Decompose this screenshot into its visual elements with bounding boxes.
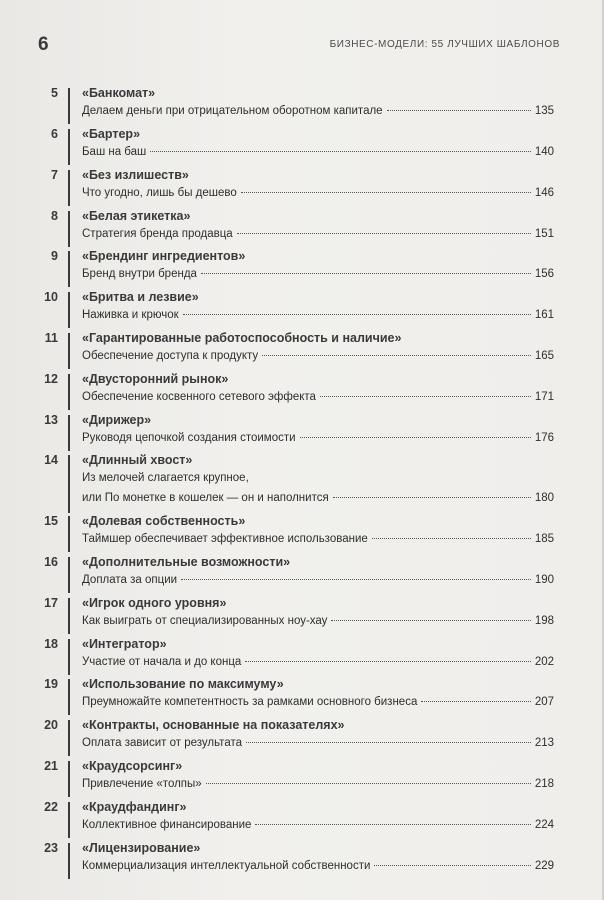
chapter-subtitle <box>82 228 554 240</box>
page-reference: 140 <box>534 146 554 158</box>
chapter-number: 19 <box>44 677 58 691</box>
running-head: БИЗНЕС-МОДЕЛИ: 55 ЛУЧШИХ ШАБЛОНОВ <box>329 39 560 50</box>
dot-leader <box>333 497 531 498</box>
dot-leader <box>183 314 531 315</box>
chapter-title: «Брендинг ингредиентов» <box>82 249 246 263</box>
subtitle-text: Коллективное финансирование <box>82 819 252 831</box>
chapter-subtitle <box>82 187 554 199</box>
subtitle-text: Привлечение «толпы» <box>82 778 202 790</box>
entry-rule <box>68 374 70 410</box>
subtitle-row <box>82 187 554 199</box>
chapter-number: 14 <box>44 453 58 467</box>
subtitle-row <box>82 615 554 627</box>
dot-leader <box>241 192 531 193</box>
chapter-number: 18 <box>44 637 58 651</box>
subtitle-row <box>82 860 554 872</box>
entry-rule <box>68 129 70 165</box>
chapter-number: 16 <box>44 555 58 569</box>
subtitle-text: Обеспечение косвенного сетевого эффекта <box>82 391 316 403</box>
dot-leader <box>262 355 531 356</box>
subtitle-text: Что угодно, лишь бы дешево <box>82 187 237 199</box>
chapter-number: 6 <box>51 127 58 141</box>
page-number: 6 <box>38 34 49 55</box>
entry-rule <box>68 802 70 838</box>
chapter-subtitle <box>82 432 554 444</box>
subtitle-line: Из мелочей слагается крупное, <box>82 472 249 484</box>
dot-leader <box>300 437 531 438</box>
dot-leader <box>421 701 530 702</box>
subtitle-row <box>82 696 554 708</box>
chapter-subtitle <box>82 350 554 362</box>
subtitle-text: Стратегия бренда продавца <box>82 228 233 240</box>
chapter-subtitle <box>82 737 554 749</box>
chapter-title: «Использование по максимуму» <box>82 677 284 691</box>
chapter-number: 11 <box>44 331 58 345</box>
entry-rule <box>68 251 70 287</box>
dot-leader <box>181 579 531 580</box>
subtitle-row <box>82 488 554 508</box>
subtitle-text: Наживка и крючок <box>82 309 179 321</box>
page-reference: 176 <box>534 432 554 444</box>
subtitle-text: Таймшер обеспечивает эффективное использование <box>82 533 368 545</box>
chapter-subtitle <box>82 574 554 586</box>
chapter-number: 10 <box>44 290 58 304</box>
subtitle-row <box>82 268 554 280</box>
subtitle-row <box>82 533 554 545</box>
chapter-title: «Без излишеств» <box>82 168 189 182</box>
entry-rule <box>68 516 70 552</box>
chapter-title: «Интегратор» <box>82 637 167 651</box>
subtitle-row <box>82 146 554 158</box>
subtitle-row <box>82 105 554 117</box>
chapter-subtitle <box>82 819 554 831</box>
chapter-title: «Банкомат» <box>82 86 156 100</box>
entry-rule <box>68 720 70 756</box>
entry-rule <box>68 333 70 369</box>
dot-leader <box>245 661 530 662</box>
chapter-subtitle <box>82 146 554 158</box>
chapter-title: «Игрок одного уровня» <box>82 596 227 610</box>
chapter-number: 15 <box>44 514 58 528</box>
page-reference: 171 <box>534 391 554 403</box>
chapter-number: 13 <box>44 413 58 427</box>
dot-leader <box>387 110 531 111</box>
chapter-subtitle <box>82 696 554 708</box>
chapter-number: 20 <box>44 718 58 732</box>
page-reference: 198 <box>534 615 554 627</box>
page-reference: 224 <box>534 819 554 831</box>
page-reference: 207 <box>534 696 554 708</box>
subtitle-row <box>82 432 554 444</box>
chapter-subtitle <box>82 860 554 872</box>
page-reference: 213 <box>534 737 554 749</box>
subtitle-text: или По монетке в кошелек — он и наполнится <box>82 492 329 504</box>
chapter-subtitle <box>82 391 554 403</box>
chapter-title: «Длинный хвост» <box>82 453 193 467</box>
subtitle-text: Бренд внутри бренда <box>82 268 197 280</box>
chapter-title: «Контракты, основанные на показателях» <box>82 718 345 732</box>
chapter-title: «Дополнительные возможности» <box>82 555 291 569</box>
chapter-number: 17 <box>44 596 58 610</box>
dot-leader <box>320 396 531 397</box>
chapter-subtitle <box>82 268 554 280</box>
subtitle-text: Как выиграть от специализированных ноу-хау <box>82 615 328 627</box>
chapter-number: 12 <box>44 372 58 386</box>
subtitle-text: Делаем деньги при отрицательном оборотном капитале <box>82 105 383 117</box>
chapter-title: «Краудфандинг» <box>82 800 187 814</box>
chapter-number: 22 <box>44 800 58 814</box>
page-reference: 165 <box>534 350 554 362</box>
page-reference: 135 <box>534 105 554 117</box>
entry-rule <box>68 598 70 634</box>
chapter-title: «Краудсорсинг» <box>82 759 183 773</box>
dot-leader <box>331 620 530 621</box>
chapter-title: «Лицензирование» <box>82 841 201 855</box>
subtitle-text: Коммерциализация интеллектуальной собственности <box>82 860 371 872</box>
page-reference: 190 <box>534 574 554 586</box>
chapter-subtitle <box>82 468 554 508</box>
chapter-number: 8 <box>51 209 58 223</box>
chapter-title: «Дирижер» <box>82 413 152 427</box>
chapter-title: «Бритва и лезвие» <box>82 290 199 304</box>
dot-leader <box>150 151 531 152</box>
dot-leader <box>201 273 531 274</box>
entry-rule <box>68 415 70 451</box>
page-reference: 229 <box>534 860 554 872</box>
chapter-subtitle <box>82 778 554 790</box>
subtitle-row <box>82 391 554 403</box>
chapter-subtitle <box>82 309 554 321</box>
chapter-subtitle <box>82 533 554 545</box>
subtitle-text: Оплата зависит от результата <box>82 737 242 749</box>
subtitle-row <box>82 574 554 586</box>
subtitle-row <box>82 656 554 668</box>
dot-leader <box>374 865 530 866</box>
subtitle-text: Участие от начала и до конца <box>82 656 242 668</box>
subtitle-row <box>82 309 554 321</box>
chapter-subtitle <box>82 615 554 627</box>
subtitle-text: Руководя цепочкой создания стоимости <box>82 432 296 444</box>
page-reference: 161 <box>534 309 554 321</box>
subtitle-text: Доплата за опции <box>82 574 178 586</box>
chapter-subtitle <box>82 105 554 117</box>
page-reference: 146 <box>534 187 554 199</box>
entry-rule <box>68 292 70 328</box>
entry-rule <box>68 557 70 593</box>
chapter-number: 5 <box>51 86 58 100</box>
entry-rule <box>68 455 70 513</box>
subtitle-row <box>82 228 554 240</box>
dot-leader <box>372 538 531 539</box>
subtitle-text: Баш на баш <box>82 146 147 158</box>
entry-rule <box>68 211 70 247</box>
entry-rule <box>68 679 70 715</box>
entry-rule <box>68 639 70 675</box>
chapter-number: 23 <box>44 841 58 855</box>
subtitle-row <box>82 737 554 749</box>
dot-leader <box>246 742 531 743</box>
subtitle-text: Обеспечение доступа к продукту <box>82 350 259 362</box>
chapter-title: «Двусторонний рынок» <box>82 372 229 386</box>
subtitle-row <box>82 778 554 790</box>
chapter-title: «Белая этикетка» <box>82 209 191 223</box>
subtitle-text: Преумножайте компетентность за рамками основного бизнеса <box>82 696 418 708</box>
entry-rule <box>68 170 70 206</box>
page-reference: 202 <box>534 656 554 668</box>
page-reference: 180 <box>534 492 554 504</box>
chapter-title: «Бартер» <box>82 127 141 141</box>
subtitle-row <box>82 350 554 362</box>
entry-rule <box>68 843 70 879</box>
chapter-title: «Долевая собственность» <box>82 514 246 528</box>
chapter-number: 9 <box>51 249 58 263</box>
page-reference: 151 <box>534 228 554 240</box>
chapter-subtitle <box>82 656 554 668</box>
page-reference: 218 <box>534 778 554 790</box>
chapter-title: «Гарантированные работоспособность и наличие» <box>82 331 402 345</box>
dot-leader <box>237 233 531 234</box>
dot-leader <box>206 783 531 784</box>
entry-rule <box>68 761 70 797</box>
page-reference: 185 <box>534 533 554 545</box>
chapter-number: 7 <box>51 168 58 182</box>
dot-leader <box>255 824 530 825</box>
page-reference: 156 <box>534 268 554 280</box>
chapter-number: 21 <box>44 759 58 773</box>
entry-rule <box>68 88 70 124</box>
subtitle-row <box>82 819 554 831</box>
